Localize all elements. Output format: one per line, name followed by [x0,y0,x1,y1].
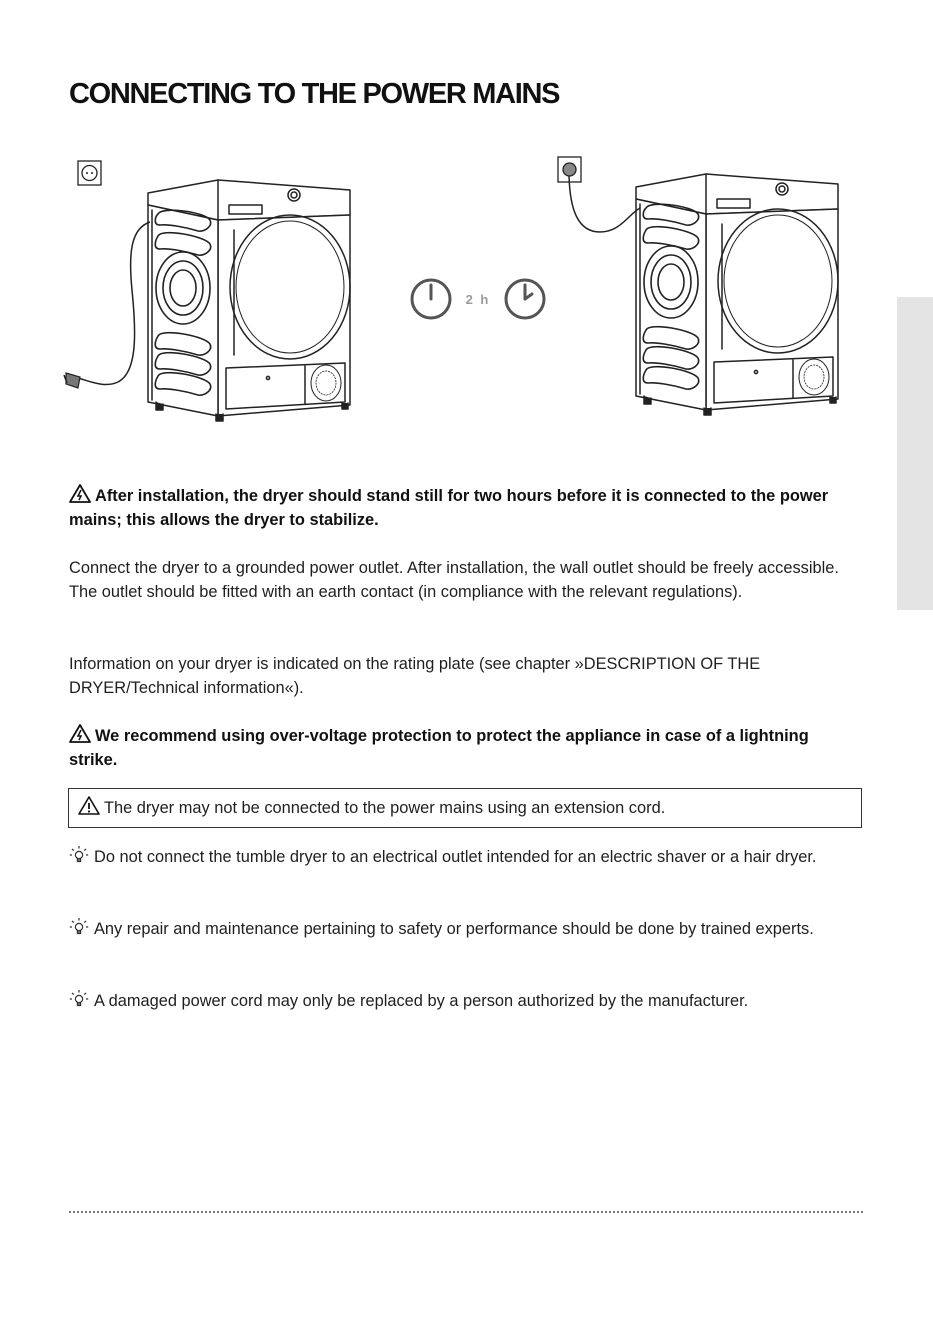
over-voltage-warning [69,724,859,772]
stand-still-warning-text: After installation, the dryer should stand still for two hours before it is connected to the power mains; this allows the dryer to stabilize. [69,487,829,529]
over-voltage-warning-text: We recommend using over-voltage protection to protect the appliance in case of a lightning strike. [69,727,809,769]
clock-icon [412,280,450,318]
tip-item [69,917,859,941]
warning-triangle-icon [78,796,100,815]
lightbulb-icon [69,845,89,865]
grounded-outlet-paragraph: Connect the dryer to a grounded power outlet. After installation, the wall outlet should be freely accessible. The outlet should be fitted with an earth contact (in compliance with the relevant regulations). [69,559,839,601]
tumble-dryer-icon [569,174,838,415]
lightbulb-icon [69,989,89,1009]
tip-text: A damaged power cord may only be replaced by a person authorized by the manufacturer. [94,992,749,1010]
electric-warning-icon [69,484,91,503]
rating-plate-paragraph: Information on your dryer is indicated on the rating plate (see chapter »DESCRIPTION OF THE DRYER/Technical information«). [69,655,761,697]
extension-cord-warning [69,789,861,820]
extension-cord-warning-text: The dryer may not be connected to the power mains using an extension cord. [104,799,666,817]
extension-cord-warning-box [68,788,862,828]
lightbulb-icon [69,917,89,937]
tip-item [69,845,859,869]
tip-text: Any repair and maintenance pertaining to safety or performance should be done by trained experts. [94,920,814,938]
tumble-dryer-icon [64,180,350,421]
schuko-socket-icon [78,161,101,185]
wait-duration-label: 2 h [465,292,491,307]
footer-dotted-rule [69,1211,863,1213]
electric-warning-icon [69,724,91,743]
installation-illustration [0,150,933,430]
tip-item [69,989,859,1013]
page-title: CONNECTING TO THE POWER MAINS [69,78,560,110]
stand-still-warning [69,484,859,532]
clock-icon [506,280,544,318]
tip-text: Do not connect the tumble dryer to an electrical outlet intended for an electric shaver or a hair dryer. [94,848,817,866]
